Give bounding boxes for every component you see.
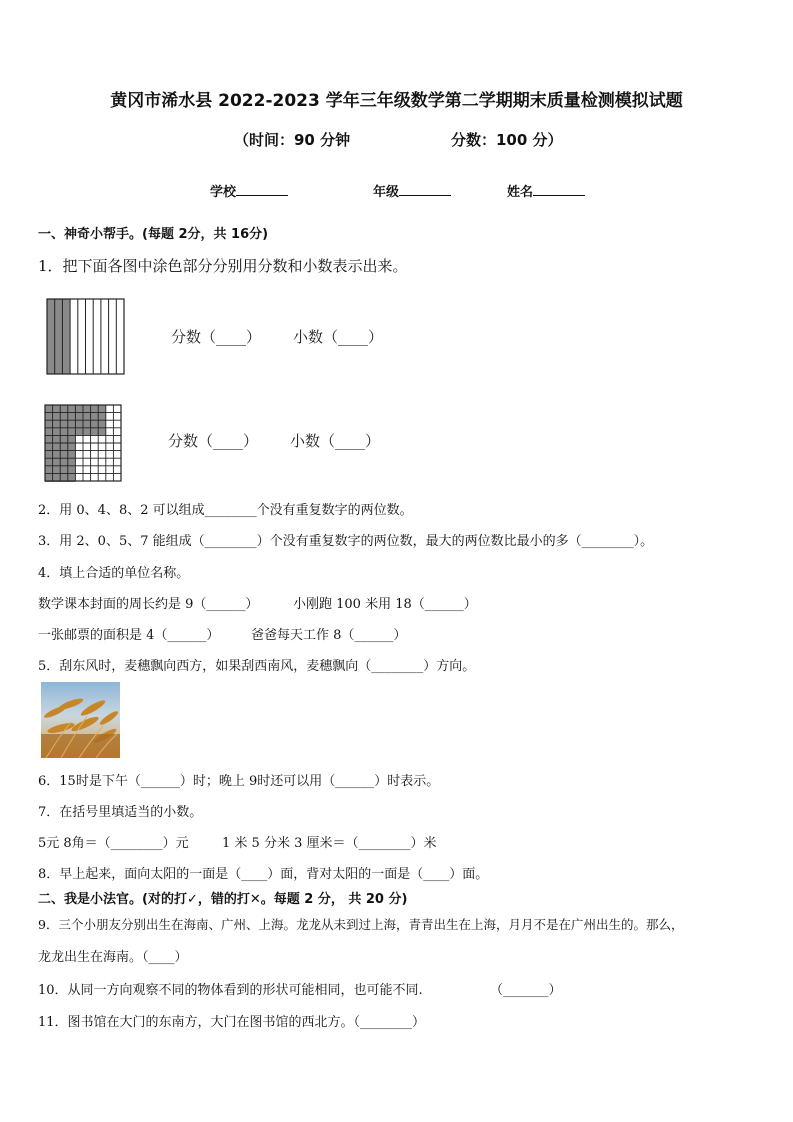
question-7: 7．在括号里填适当的小数。: [38, 805, 203, 820]
figure-1-fraction-blank[interactable]: 分数（____）: [171, 328, 262, 346]
question-9-line-2: 龙龙出生在海南。（____）: [38, 950, 188, 965]
question-10-blank[interactable]: （_______）: [490, 983, 562, 998]
question-4d: 爸爸每天工作 8（______）: [251, 628, 407, 643]
figure-1-columns: [46, 298, 126, 376]
figure-2-fraction-blank[interactable]: 分数（____）: [168, 432, 259, 450]
exam-time: （时间：90 分钟: [234, 131, 351, 149]
question-11: 11．图书馆在大门的东南方，大门在图书馆的西北方。（________）: [38, 1015, 426, 1030]
grade-field[interactable]: 年级: [373, 181, 451, 200]
question-8: 8．早上起来，面向太阳的一面是（____）面，背对太阳的一面是（____）面。: [38, 867, 489, 882]
question-4a: 数学课本封面的周长约是 9（______）: [38, 597, 259, 612]
figure-2-grid: [44, 404, 124, 484]
question-9-line-1: 9．三个小朋友分别出生在海南、广州、上海。龙龙从未到过上海，青青出生在上海，月月不是在广州出生的。那么，: [38, 917, 684, 932]
question-7a: 5元 8角＝（________）元: [38, 836, 189, 851]
figure-2-decimal-blank[interactable]: 小数（____）: [290, 432, 381, 450]
exam-score: 分数：100 分）: [451, 131, 563, 149]
question-10: 10．从同一方向观察不同的物体看到的形状可能相同，也可能不同.: [38, 983, 423, 998]
question-7b: 1 米 5 分米 3 厘米＝（________）米: [222, 836, 437, 851]
question-4b: 小刚跑 100 米用 18（______）: [293, 597, 477, 612]
figure-1-decimal-blank[interactable]: 小数（____）: [293, 328, 384, 346]
question-1: 1．把下面各图中涂色部分分别用分数和小数表示出来。: [38, 257, 408, 275]
question-3: 3．用 2、0、5、7 能组成（________）个没有重复数字的两位数，最大的两位数比最小的多（________）。: [38, 534, 654, 549]
question-2: 2．用 0、4、8、2 可以组成________个没有重复数字的两位数。: [38, 503, 413, 518]
question-5: 5．刮东风时，麦穗飘向西方，如果刮西南风，麦穗飘向（________）方向。: [38, 659, 476, 674]
section-2-heading: 二、我是小法官。(对的打✓，错的打✕。每题 2 分， 共 20 分): [38, 892, 408, 907]
school-field[interactable]: 学校: [210, 181, 288, 200]
page-title: 黄冈市浠水县 2022-2023 学年三年级数学第二学期期末质量检测模拟试题: [110, 91, 683, 111]
name-field[interactable]: 姓名: [507, 181, 585, 200]
question-4c: 一张邮票的面积是 4（______）: [38, 628, 220, 643]
section-1-heading: 一、神奇小帮手。(每题 2分，共 16分): [38, 227, 269, 242]
question-6: 6．15时是下午（______）时；晚上 9时还可以用（______）时表示。: [38, 774, 440, 789]
question-4: 4．填上合适的单位名称。: [38, 566, 190, 581]
wheat-photo: [41, 682, 120, 758]
